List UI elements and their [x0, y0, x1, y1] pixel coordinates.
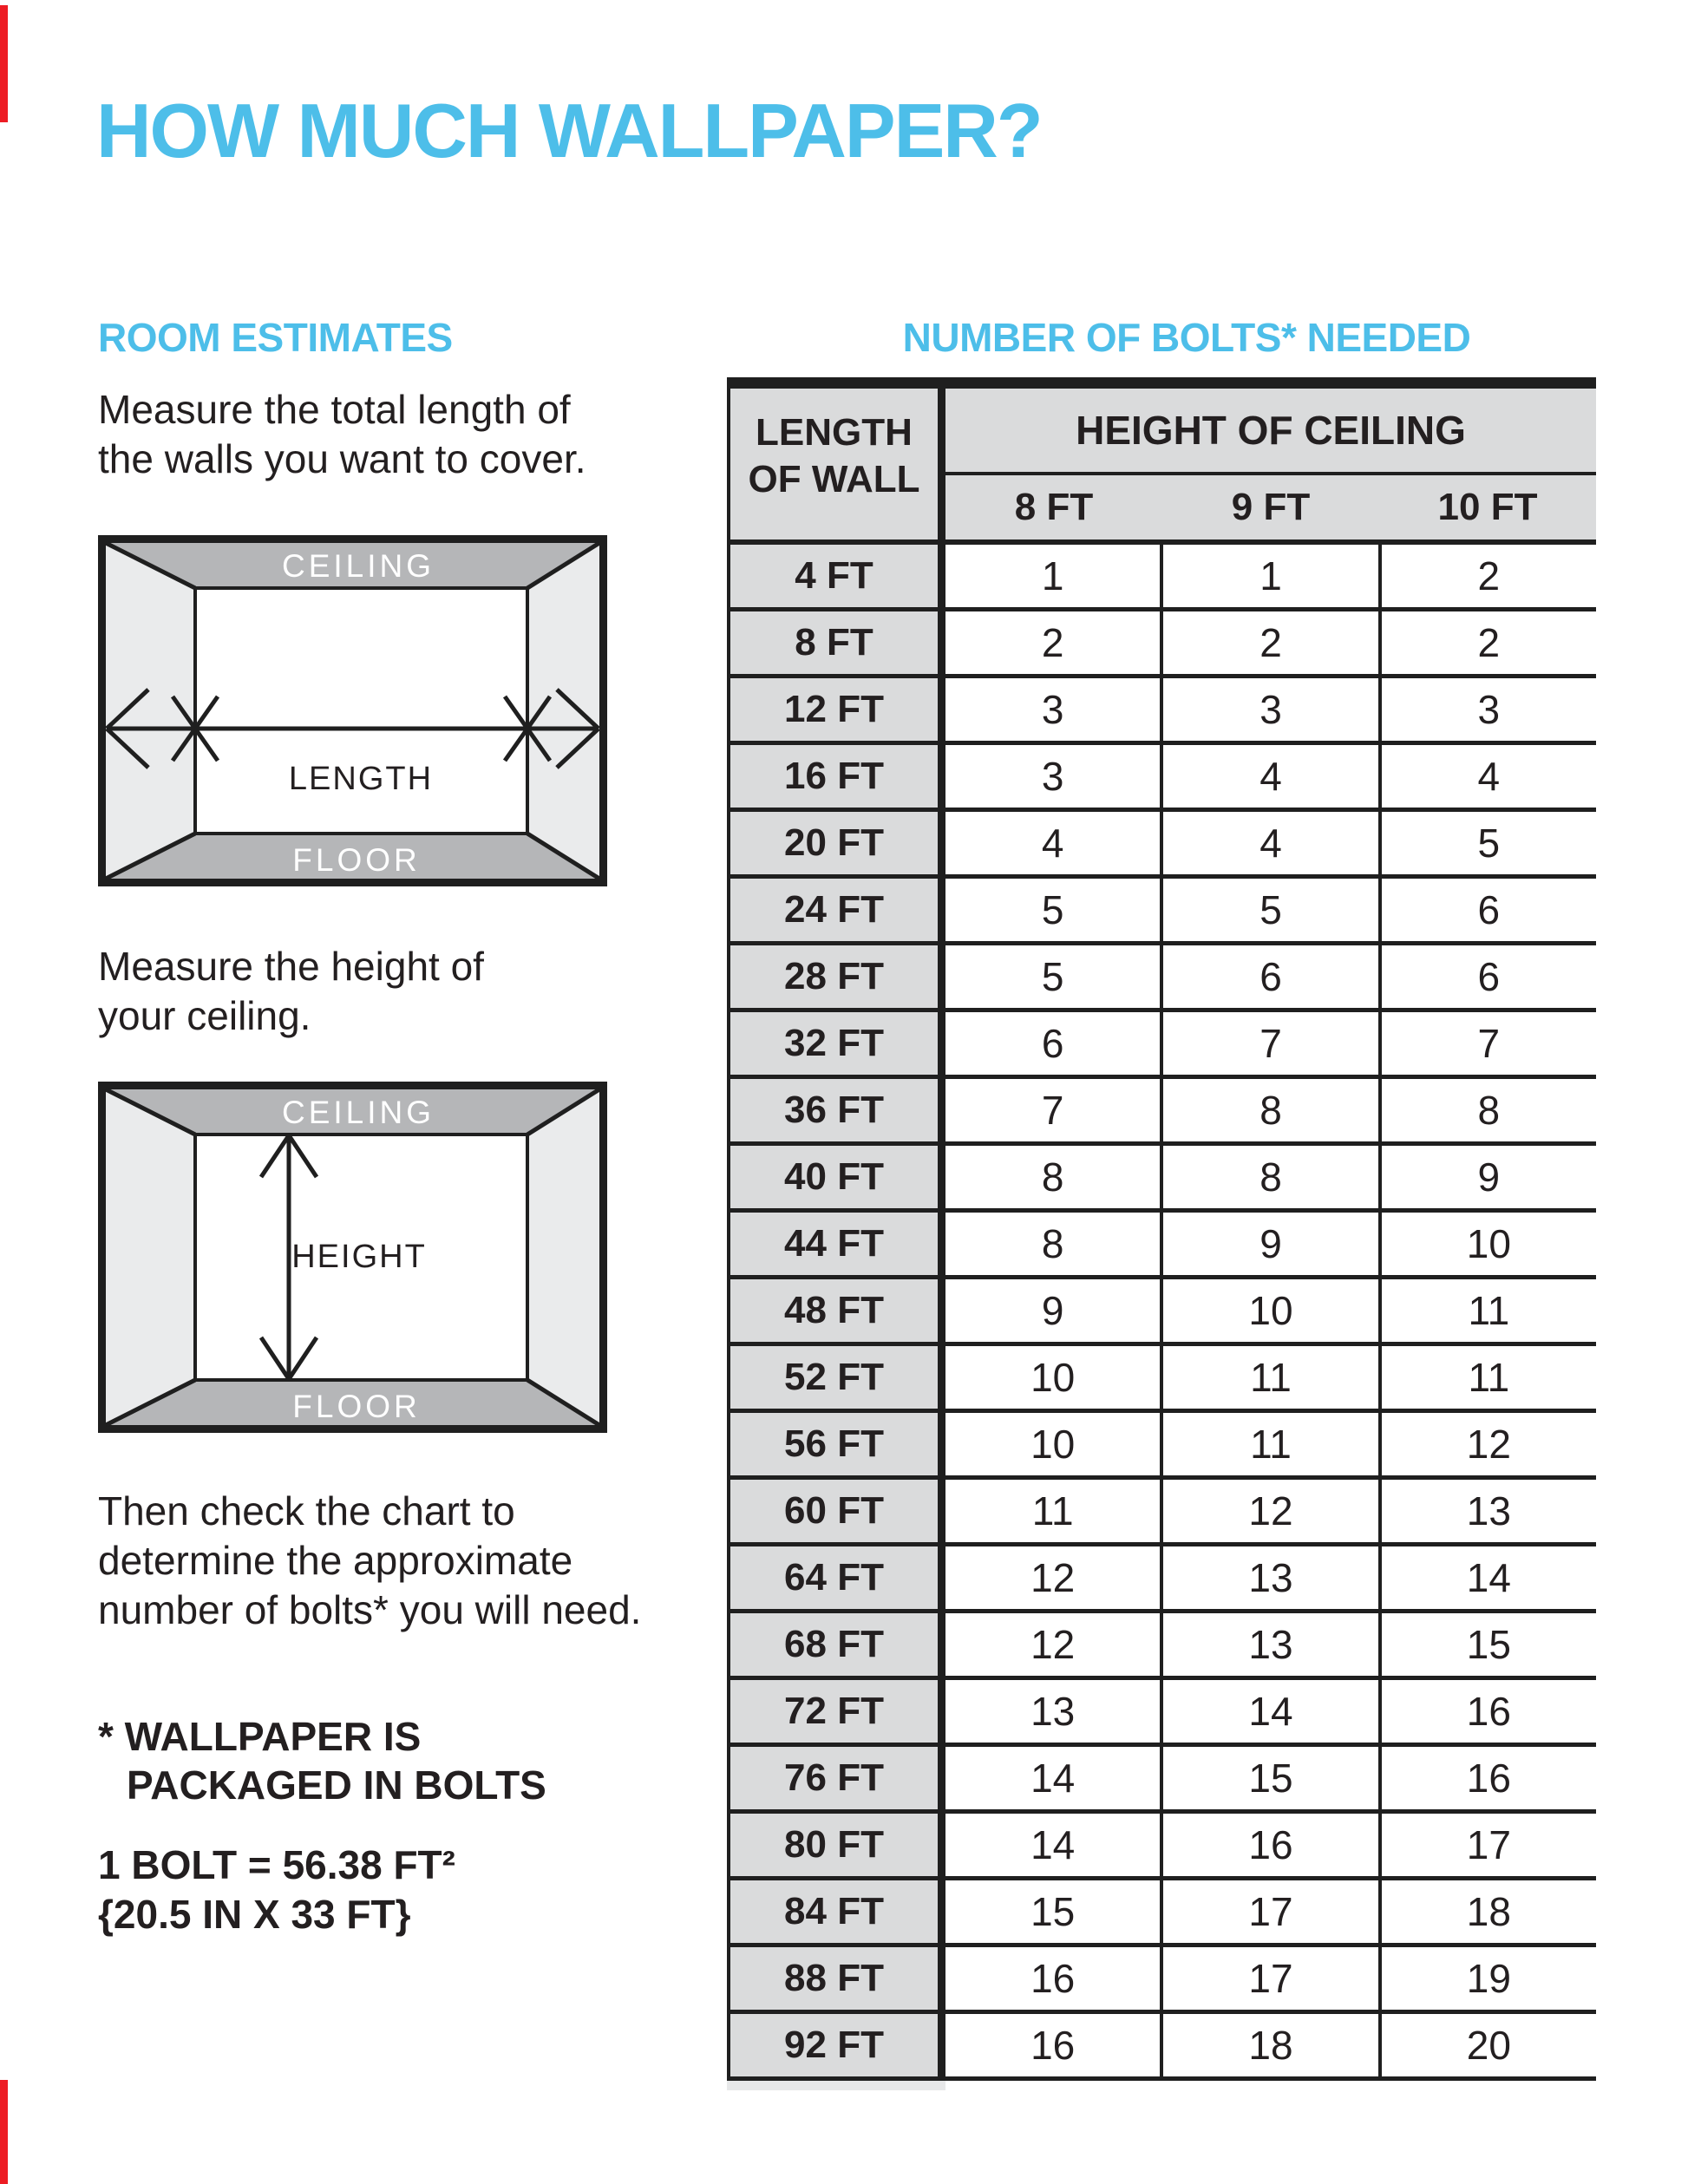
bolt-count-cell: 8 [1160, 1079, 1377, 1141]
floor-label: FLOOR [292, 1389, 421, 1424]
bolt-count-cell: 8 [1041, 1154, 1064, 1200]
bolt-count-cell: 17 [1378, 1814, 1596, 1876]
bolt-count-cell: 16 [1030, 2023, 1076, 2068]
left-wall-plane [106, 1089, 195, 1425]
bolt-count-cell: 11 [1378, 1346, 1596, 1409]
bolt-count-cell: 16 [1378, 1680, 1596, 1743]
row-cells [945, 879, 1596, 941]
bolt-count-cell: 7 [1378, 1012, 1596, 1075]
page-title: HOW MUCH WALLPAPER? [96, 88, 1042, 173]
table-row [730, 1146, 1596, 1213]
row-length-label: 64 FT [730, 1546, 945, 1609]
bolt-count-cell: 8 [1160, 1146, 1377, 1208]
bolt-count-cell: 17 [1160, 1880, 1377, 1943]
ceiling-label: CEILING [281, 548, 435, 584]
instruction-measure-height [98, 942, 484, 1041]
bolt-count-cell: 19 [1378, 1947, 1596, 2010]
bolt-count-cell: 6 [1378, 945, 1596, 1008]
bolt-count-cell: 8 [1041, 1221, 1064, 1266]
table-row [730, 1880, 1596, 1947]
text-line: PACKAGED IN BOLTS [127, 1762, 546, 1808]
table-row [730, 1279, 1596, 1346]
row-cells [945, 1480, 1596, 1542]
text-line: Measure the height of [98, 944, 484, 989]
bolt-count-cell: 1 [1041, 553, 1064, 598]
row-length-label: 72 FT [730, 1680, 945, 1743]
table-row [730, 1680, 1596, 1747]
bolt-count-cell: 13 [1160, 1546, 1377, 1609]
bolt-count-cell: 16 [1378, 1747, 1596, 1809]
bolt-count-cell: 4 [1041, 821, 1064, 866]
bolt-count-cell: 4 [1160, 745, 1377, 808]
room-length-diagram-svg [98, 535, 607, 886]
bolt-count-cell: 20 [1378, 2014, 1596, 2076]
table-row [730, 1079, 1596, 1146]
bolt-count-cell: 5 [1160, 879, 1377, 941]
room-length-diagram [98, 535, 607, 891]
text-line: * WALLPAPER IS [98, 1714, 422, 1759]
table-top-bar [727, 377, 1596, 389]
table-row [730, 745, 1596, 812]
bolt-count-cell: 16 [1030, 1956, 1076, 2001]
text-line: Measure the total length of [98, 387, 571, 432]
bolt-count-cell: 4 [1378, 745, 1596, 808]
bolt-count-cell: 13 [1160, 1613, 1377, 1676]
page-edge-red-mark-top [0, 5, 8, 122]
bolt-count-cell: 9 [1160, 1213, 1377, 1275]
row-length-label: 44 FT [730, 1213, 945, 1275]
row-length-label: 20 FT [730, 812, 945, 874]
table-row [730, 1012, 1596, 1079]
table-row [730, 2014, 1596, 2081]
bolt-count-cell: 4 [1160, 812, 1377, 874]
bolt-count-cell: 5 [1041, 887, 1064, 932]
row-cells [945, 1413, 1596, 1475]
row-length-label: 36 FT [730, 1079, 945, 1141]
text-line: your ceiling. [98, 993, 311, 1038]
height-of-ceiling-label: HEIGHT OF CEILING [945, 389, 1596, 475]
bolt-count-cell: 9 [1378, 1146, 1596, 1208]
table-row [730, 545, 1596, 611]
bolt-count-cell: 14 [1378, 1546, 1596, 1609]
row-length-label: 84 FT [730, 1880, 945, 1943]
bolt-count-cell: 11 [1160, 1346, 1377, 1409]
bolt-count-cell: 2 [1378, 545, 1596, 607]
height-of-ceiling-header [945, 389, 1596, 539]
bolt-count-cell: 14 [1160, 1680, 1377, 1743]
table-row [730, 879, 1596, 945]
row-length-label: 4 FT [730, 545, 945, 607]
ceiling-label: CEILING [281, 1095, 435, 1130]
row-length-label: 92 FT [730, 2014, 945, 2076]
row-length-label: 8 FT [730, 611, 945, 674]
table-row [730, 611, 1596, 678]
bolt-count-cell: 10 [1030, 1422, 1076, 1467]
bolt-count-cell: 2 [1041, 620, 1064, 665]
table-row [730, 1747, 1596, 1814]
bolt-count-cell: 3 [1378, 678, 1596, 741]
bolt-count-cell: 6 [1160, 945, 1377, 1008]
bolt-count-cell: 7 [1160, 1012, 1377, 1075]
table-row [730, 1814, 1596, 1880]
row-cells [945, 1346, 1596, 1409]
row-length-label: 76 FT [730, 1747, 945, 1809]
bolt-count-cell: 2 [1160, 611, 1377, 674]
row-cells [945, 1747, 1596, 1809]
row-length-label: 56 FT [730, 1413, 945, 1475]
row-cells [945, 1546, 1596, 1609]
text-line: determine the approximate [98, 1538, 573, 1583]
row-cells [945, 1279, 1596, 1342]
column-header-9ft: 9 FT [1231, 486, 1311, 528]
text-line: OF WALL [748, 458, 920, 500]
bolt-count-cell: 6 [1378, 879, 1596, 941]
bolt-count-cell: 10 [1030, 1355, 1076, 1400]
row-length-label: 88 FT [730, 1947, 945, 2010]
right-wall-plane [527, 1089, 599, 1425]
table-row [730, 1546, 1596, 1613]
row-cells [945, 945, 1596, 1008]
bolt-count-cell: 15 [1030, 1889, 1076, 1934]
row-length-label: 68 FT [730, 1613, 945, 1676]
room-estimates-heading: ROOM ESTIMATES [98, 315, 453, 360]
bolt-size-info [98, 1841, 455, 1939]
bolt-count-cell: 8 [1378, 1079, 1596, 1141]
table-row [730, 1213, 1596, 1279]
bolt-count-cell: 12 [1030, 1555, 1076, 1600]
bolts-needed-heading: NUMBER OF BOLTS* NEEDED [902, 315, 1471, 360]
bolt-count-cell: 18 [1160, 2014, 1377, 2076]
column-header-8ft: 8 FT [1014, 486, 1094, 528]
bolt-count-cell: 3 [1160, 678, 1377, 741]
bolt-count-cell: 13 [1378, 1480, 1596, 1542]
row-length-label: 12 FT [730, 678, 945, 741]
bolt-count-cell: 13 [1030, 1689, 1076, 1734]
bolt-count-cell: 3 [1041, 754, 1064, 799]
row-length-label: 80 FT [730, 1814, 945, 1876]
ceiling-height-columns [945, 475, 1596, 539]
bolt-count-cell: 5 [1041, 954, 1064, 999]
bolt-count-cell: 11 [1160, 1413, 1377, 1475]
row-cells [945, 745, 1596, 808]
bolt-count-cell: 1 [1160, 545, 1377, 607]
bolt-count-cell: 10 [1378, 1213, 1596, 1275]
bolt-count-cell: 12 [1030, 1622, 1076, 1667]
row-cells [945, 1213, 1596, 1275]
row-cells [945, 2014, 1596, 2076]
row-cells [945, 812, 1596, 874]
floor-label: FLOOR [292, 842, 421, 878]
bolt-count-cell: 14 [1030, 1822, 1076, 1867]
text-line: number of bolts* you will need. [98, 1587, 642, 1632]
text-line: {20.5 IN X 33 FT} [98, 1892, 411, 1937]
row-cells [945, 611, 1596, 674]
bolt-count-cell: 16 [1160, 1814, 1377, 1876]
room-height-diagram-svg [98, 1082, 607, 1433]
bolt-count-cell: 12 [1160, 1480, 1377, 1542]
wallpaper-bolts-footnote [98, 1712, 546, 1809]
text-line: Then check the chart to [98, 1488, 515, 1533]
room-height-diagram [98, 1082, 607, 1437]
row-cells [945, 1880, 1596, 1943]
row-cells [945, 1012, 1596, 1075]
bolts-table [727, 377, 1596, 2090]
text-line: LENGTH [756, 411, 913, 454]
table-row [730, 1947, 1596, 2014]
table-row [730, 1413, 1596, 1480]
row-cells [945, 1613, 1596, 1676]
row-length-label: 52 FT [730, 1346, 945, 1409]
row-length-label: 16 FT [730, 745, 945, 808]
instruction-measure-length [98, 385, 586, 484]
length-label: LENGTH [288, 761, 434, 797]
row-length-label: 24 FT [730, 879, 945, 941]
bolt-count-cell: 12 [1378, 1413, 1596, 1475]
table-header [727, 389, 1596, 545]
table-left-column-tail [727, 2081, 945, 2090]
row-cells [945, 1947, 1596, 2010]
row-cells [945, 545, 1596, 607]
row-length-label: 32 FT [730, 1012, 945, 1075]
row-cells [945, 1680, 1596, 1743]
text-line: 1 BOLT = 56.38 FT² [98, 1842, 455, 1887]
row-cells [945, 1814, 1596, 1876]
row-length-label: 60 FT [730, 1480, 945, 1542]
bolt-count-cell: 18 [1378, 1880, 1596, 1943]
bolt-count-cell: 11 [1378, 1279, 1596, 1342]
row-cells [945, 1146, 1596, 1208]
bolt-count-cell: 11 [1031, 1488, 1074, 1533]
table-row [730, 678, 1596, 745]
table-body [727, 545, 1596, 2081]
row-cells [945, 678, 1596, 741]
bolt-count-cell: 17 [1160, 1947, 1377, 2010]
bolt-count-cell: 6 [1041, 1021, 1064, 1066]
row-length-label: 28 FT [730, 945, 945, 1008]
table-row [730, 812, 1596, 879]
bolt-count-cell: 9 [1041, 1288, 1064, 1333]
bolt-count-cell: 2 [1378, 611, 1596, 674]
bolt-count-cell: 7 [1041, 1088, 1064, 1133]
text-line: the walls you want to cover. [98, 436, 586, 481]
row-length-label: 48 FT [730, 1279, 945, 1342]
row-length-label: 40 FT [730, 1146, 945, 1208]
length-of-wall-header [730, 389, 945, 539]
bolt-count-cell: 14 [1030, 1756, 1076, 1801]
height-label: HEIGHT [291, 1239, 427, 1275]
table-row [730, 1613, 1596, 1680]
row-cells [945, 1079, 1596, 1141]
instruction-check-chart [98, 1487, 641, 1635]
table-row [730, 1346, 1596, 1413]
page-edge-red-mark-bottom [0, 2080, 8, 2184]
bolt-count-cell: 5 [1378, 812, 1596, 874]
bolt-count-cell: 15 [1160, 1747, 1377, 1809]
table-row [730, 1480, 1596, 1546]
column-header-10ft: 10 FT [1437, 486, 1538, 528]
table-row [730, 945, 1596, 1012]
bolt-count-cell: 3 [1041, 687, 1064, 732]
bolt-count-cell: 15 [1378, 1613, 1596, 1676]
bolt-count-cell: 10 [1160, 1279, 1377, 1342]
